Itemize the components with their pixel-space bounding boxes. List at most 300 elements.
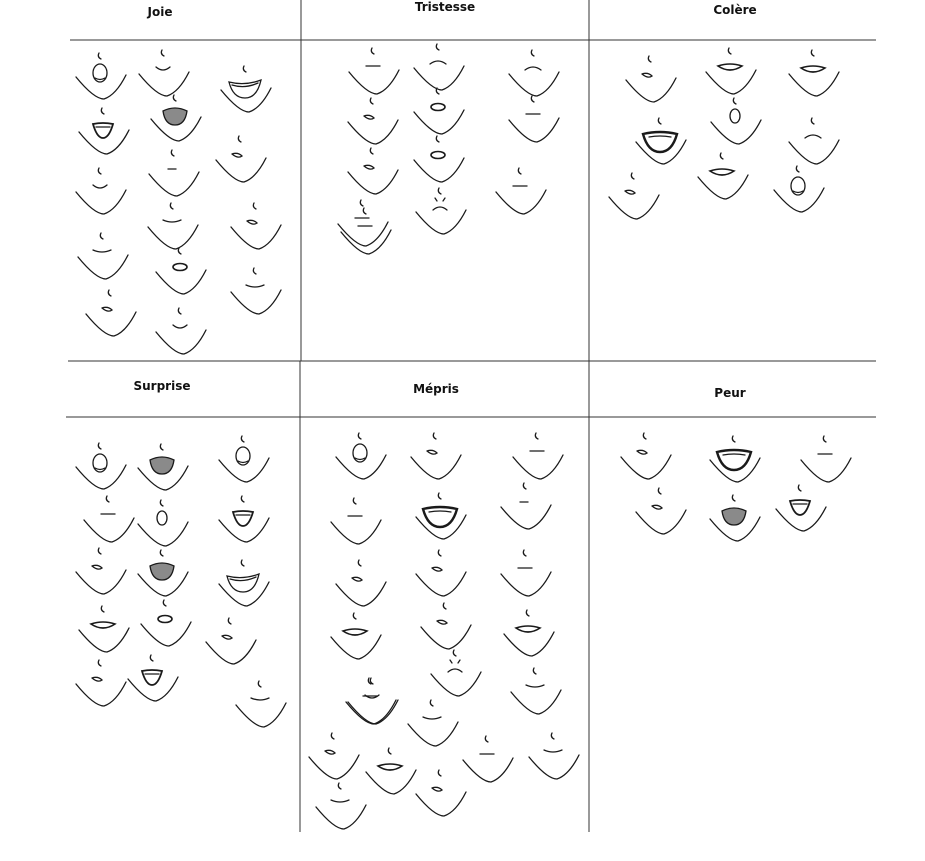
mouth-tongue bbox=[793, 191, 803, 193]
mouth-frown bbox=[433, 207, 447, 210]
mouth-open-shaded bbox=[150, 563, 174, 580]
nose-stroke bbox=[241, 496, 244, 502]
mouth-smile bbox=[93, 185, 107, 188]
face-sketch-peur bbox=[776, 485, 826, 531]
face-sketch-tristesse bbox=[414, 44, 464, 90]
nose-stroke bbox=[551, 733, 554, 739]
face-sketch-colere bbox=[774, 166, 824, 212]
mouth-smile bbox=[544, 750, 562, 752]
face-sketch-surprise bbox=[219, 496, 269, 542]
jaw-stroke bbox=[609, 195, 659, 219]
mouth-frown bbox=[430, 61, 446, 64]
nose-stroke bbox=[241, 436, 244, 442]
jaw-stroke bbox=[509, 118, 559, 142]
nose-stroke bbox=[173, 95, 176, 101]
brow-worried bbox=[450, 660, 460, 663]
jaw-stroke bbox=[408, 722, 458, 746]
mouth-side bbox=[437, 620, 447, 624]
face-sketches bbox=[76, 44, 851, 829]
nose-stroke bbox=[436, 44, 439, 50]
jaw-stroke bbox=[231, 290, 281, 314]
face-sketch-mepris bbox=[366, 748, 416, 794]
jaw-stroke bbox=[509, 72, 559, 96]
jaw-stroke bbox=[128, 677, 178, 701]
jaw-stroke bbox=[348, 120, 398, 144]
mouth-small-open bbox=[431, 152, 445, 159]
face-sketch-surprise bbox=[236, 681, 286, 727]
mouth-clenched bbox=[801, 66, 825, 72]
mouth-side bbox=[247, 220, 257, 224]
face-sketch-mepris bbox=[504, 610, 554, 656]
jaw-stroke bbox=[149, 172, 199, 196]
jaw-stroke bbox=[501, 572, 551, 596]
jaw-stroke bbox=[414, 110, 464, 134]
mouth-frown bbox=[448, 669, 462, 672]
nose-stroke bbox=[363, 208, 366, 214]
header-peur: Peur bbox=[714, 386, 746, 400]
jaw-stroke bbox=[501, 505, 551, 529]
face-sketch-mepris bbox=[421, 603, 471, 649]
face-sketch-colere bbox=[711, 98, 761, 144]
jaw-stroke bbox=[411, 455, 461, 479]
face-sketch-joie bbox=[156, 248, 206, 294]
jaw-stroke bbox=[801, 458, 851, 482]
face-sketch-peur bbox=[710, 436, 760, 482]
mouth-tongue bbox=[95, 468, 105, 470]
jaw-stroke bbox=[76, 570, 126, 594]
nose-stroke bbox=[161, 50, 164, 56]
nose-stroke bbox=[453, 650, 456, 656]
nose-stroke bbox=[436, 136, 439, 142]
face-sketch-joie bbox=[86, 290, 136, 336]
mouth-smile bbox=[331, 800, 349, 802]
nose-stroke bbox=[438, 550, 441, 556]
mouth-tongue bbox=[355, 458, 365, 460]
nose-stroke bbox=[338, 783, 341, 789]
nose-stroke bbox=[438, 188, 441, 194]
face-sketch-mepris bbox=[501, 483, 551, 529]
mouth-wide-open bbox=[423, 507, 457, 527]
face-sketch-mepris bbox=[331, 613, 381, 659]
nose-stroke bbox=[98, 168, 101, 174]
face-sketch-tristesse bbox=[414, 88, 464, 134]
mouth-grin bbox=[227, 574, 259, 592]
face-sketch-mepris bbox=[316, 783, 366, 829]
face-sketch-joie bbox=[231, 203, 281, 249]
face-sketch-peur bbox=[636, 488, 686, 534]
mouth-smile bbox=[246, 285, 264, 287]
jaw-stroke bbox=[79, 628, 129, 652]
nose-stroke bbox=[171, 150, 174, 156]
nose-stroke bbox=[163, 600, 166, 606]
jaw-stroke bbox=[79, 130, 129, 154]
face-sketch-tristesse bbox=[348, 148, 398, 194]
mouth-side bbox=[364, 115, 374, 119]
face-sketch-joie bbox=[76, 53, 126, 99]
mouth-open bbox=[93, 123, 113, 138]
mouth-side bbox=[642, 73, 652, 77]
nose-stroke bbox=[798, 485, 801, 491]
jaw-stroke bbox=[414, 66, 464, 90]
header-joie: Joie bbox=[147, 5, 173, 19]
mouth-open-shaded bbox=[150, 457, 174, 474]
nose-stroke bbox=[433, 433, 436, 439]
nose-stroke bbox=[811, 50, 814, 56]
face-sketch-mepris bbox=[511, 668, 561, 714]
jaw-stroke bbox=[431, 672, 481, 696]
nose-stroke bbox=[358, 560, 361, 566]
header-tristesse: Tristesse bbox=[414, 0, 476, 14]
nose-stroke bbox=[388, 748, 391, 754]
jaw-stroke bbox=[504, 632, 554, 656]
face-sketch-tristesse bbox=[348, 98, 398, 144]
jaw-stroke bbox=[346, 700, 396, 724]
face-sketch-surprise bbox=[128, 655, 178, 701]
jaw-stroke bbox=[84, 518, 134, 542]
face-sketch-surprise bbox=[84, 496, 134, 542]
mouth-side bbox=[232, 153, 242, 157]
jaw-stroke bbox=[511, 690, 561, 714]
mouth-smile bbox=[423, 717, 441, 719]
nose-stroke bbox=[98, 548, 101, 554]
face-sketch-surprise bbox=[138, 500, 188, 546]
nose-stroke bbox=[160, 550, 163, 556]
mouth-side bbox=[325, 750, 335, 754]
jaw-stroke bbox=[219, 518, 269, 542]
mouth-wide-open bbox=[717, 450, 751, 470]
face-sketch-surprise bbox=[76, 548, 126, 594]
mouth-teeth bbox=[429, 511, 451, 512]
mouth-side bbox=[92, 677, 102, 681]
face-sketch-mepris bbox=[529, 733, 579, 779]
mouth-clenched bbox=[710, 169, 734, 175]
mouth-clenched bbox=[343, 629, 367, 635]
face-sketch-colere bbox=[789, 118, 839, 164]
nose-stroke bbox=[531, 96, 534, 102]
face-sketch-tristesse bbox=[509, 50, 559, 96]
nose-stroke bbox=[100, 233, 103, 239]
face-sketch-mepris bbox=[336, 433, 386, 479]
nose-stroke bbox=[438, 770, 441, 776]
mouth-side bbox=[364, 165, 374, 169]
face-sketch-colere bbox=[789, 50, 839, 96]
mouth-tongue bbox=[238, 461, 248, 463]
nose-stroke bbox=[238, 136, 241, 142]
header-surprise: Surprise bbox=[133, 379, 191, 393]
nose-stroke bbox=[243, 66, 246, 72]
mouth-smile bbox=[93, 250, 111, 252]
jaw-stroke bbox=[706, 70, 756, 94]
face-sketch-surprise bbox=[138, 444, 188, 490]
nose-stroke bbox=[796, 166, 799, 172]
nose-stroke bbox=[106, 496, 109, 502]
face-sketch-surprise bbox=[79, 606, 129, 652]
jaw-stroke bbox=[76, 682, 126, 706]
face-sketch-tristesse bbox=[349, 48, 399, 94]
nose-stroke bbox=[811, 118, 814, 124]
face-sketch-joie bbox=[139, 50, 189, 96]
nose-stroke bbox=[360, 200, 363, 206]
nose-stroke bbox=[733, 98, 736, 104]
mouth-side bbox=[652, 505, 662, 509]
mouth-smile bbox=[526, 685, 544, 687]
face-sketch-mepris bbox=[416, 550, 466, 596]
face-sketch-joie bbox=[79, 108, 129, 154]
face-sketch-tristesse bbox=[496, 168, 546, 214]
jaw-stroke bbox=[348, 170, 398, 194]
face-sketch-joie bbox=[156, 308, 206, 354]
face-sketch-mepris bbox=[513, 433, 563, 479]
face-sketch-surprise bbox=[141, 600, 191, 646]
mouth-tongue bbox=[95, 78, 105, 80]
nose-stroke bbox=[108, 290, 111, 296]
jaw-stroke bbox=[414, 158, 464, 182]
jaw-stroke bbox=[349, 70, 399, 94]
mouth-clenched bbox=[718, 64, 742, 70]
nose-stroke bbox=[370, 148, 373, 154]
jaw-stroke bbox=[621, 455, 671, 479]
mouth-smile bbox=[251, 698, 269, 700]
mouth-side bbox=[432, 787, 442, 791]
jaw-stroke bbox=[206, 640, 256, 664]
mouth-side bbox=[92, 565, 102, 569]
face-sketch-mepris bbox=[416, 493, 466, 539]
nose-stroke bbox=[150, 655, 153, 661]
nose-stroke bbox=[253, 203, 256, 209]
nose-stroke bbox=[358, 433, 361, 439]
mouth-side bbox=[625, 190, 635, 194]
jaw-stroke bbox=[496, 190, 546, 214]
nose-stroke bbox=[370, 98, 373, 104]
mouth-side bbox=[102, 307, 112, 311]
nose-stroke bbox=[535, 433, 538, 439]
face-sketch-mepris bbox=[331, 498, 381, 544]
mouth-round bbox=[157, 511, 167, 525]
mouth-small-open bbox=[431, 104, 445, 111]
jaw-stroke bbox=[216, 158, 266, 182]
nose-stroke bbox=[98, 443, 101, 449]
jaw-stroke bbox=[789, 140, 839, 164]
jaw-stroke bbox=[331, 635, 381, 659]
jaw-stroke bbox=[78, 255, 128, 279]
jaw-stroke bbox=[76, 190, 126, 214]
face-sketch-joie bbox=[78, 233, 128, 279]
nose-stroke bbox=[170, 203, 173, 209]
jaw-stroke bbox=[626, 78, 676, 102]
jaw-stroke bbox=[421, 625, 471, 649]
nose-stroke bbox=[732, 495, 735, 501]
face-sketch-surprise bbox=[206, 618, 256, 664]
jaw-stroke bbox=[636, 510, 686, 534]
mouth-clenched bbox=[516, 626, 540, 632]
jaw-stroke bbox=[156, 330, 206, 354]
jaw-stroke bbox=[776, 507, 826, 531]
jaw-stroke bbox=[309, 755, 359, 779]
mouth-open bbox=[790, 500, 810, 515]
nose-stroke bbox=[253, 268, 256, 274]
nose-stroke bbox=[430, 700, 433, 706]
jaw-stroke bbox=[156, 270, 206, 294]
jaw-stroke bbox=[416, 792, 466, 816]
face-sketch-mepris bbox=[463, 736, 513, 782]
jaw-stroke bbox=[76, 75, 126, 99]
mouth-side bbox=[427, 450, 437, 454]
face-sketch-mepris bbox=[309, 733, 359, 779]
face-sketch-joie bbox=[216, 136, 266, 182]
nose-stroke bbox=[353, 498, 356, 504]
jaw-stroke bbox=[141, 622, 191, 646]
nose-stroke bbox=[518, 168, 521, 174]
nose-stroke bbox=[98, 660, 101, 666]
nose-stroke bbox=[178, 308, 181, 314]
mouth-smile bbox=[173, 325, 187, 328]
nose-stroke bbox=[631, 173, 634, 179]
jaw-stroke bbox=[331, 520, 381, 544]
mouth-open bbox=[142, 670, 162, 685]
jaw-stroke bbox=[86, 312, 136, 336]
nose-stroke bbox=[101, 108, 104, 114]
header-colere: Colère bbox=[713, 3, 757, 17]
jaw-stroke bbox=[148, 225, 198, 249]
face-sketch-colere bbox=[636, 118, 686, 164]
jaw-stroke bbox=[416, 210, 466, 234]
jaw-stroke bbox=[316, 805, 366, 829]
nose-stroke bbox=[658, 488, 661, 494]
mouth-side bbox=[222, 635, 232, 639]
jaw-stroke bbox=[463, 758, 513, 782]
face-sketch-mepris bbox=[416, 770, 466, 816]
face-sketch-surprise bbox=[76, 443, 126, 489]
nose-stroke bbox=[443, 603, 446, 609]
face-sketch-surprise bbox=[219, 436, 269, 482]
mouth-small-open bbox=[173, 264, 187, 271]
nose-stroke bbox=[98, 53, 101, 59]
nose-stroke bbox=[331, 733, 334, 739]
nose-stroke bbox=[228, 618, 231, 624]
jaw-stroke bbox=[139, 72, 189, 96]
header-mepris: Mépris bbox=[413, 382, 459, 396]
jaw-stroke bbox=[336, 582, 386, 606]
face-sketch-mepris bbox=[408, 700, 458, 746]
jaw-stroke bbox=[76, 465, 126, 489]
mouth-side bbox=[432, 567, 442, 571]
nose-stroke bbox=[533, 668, 536, 674]
mouth-side bbox=[637, 450, 647, 454]
nose-stroke bbox=[643, 433, 646, 439]
nose-stroke bbox=[438, 493, 441, 499]
mouth-teeth bbox=[723, 454, 745, 455]
face-sketch-colere bbox=[706, 48, 756, 94]
mouth-smile bbox=[156, 67, 170, 70]
nose-stroke bbox=[241, 560, 244, 566]
face-sketch-mepris bbox=[336, 560, 386, 606]
mouth-small-open bbox=[158, 616, 172, 623]
jaw-stroke bbox=[341, 230, 391, 254]
mouth-clenched bbox=[91, 622, 115, 628]
nose-stroke bbox=[648, 56, 651, 62]
nose-stroke bbox=[732, 436, 735, 442]
face-sketch-surprise bbox=[138, 550, 188, 596]
mouth-open-shaded bbox=[163, 108, 187, 125]
mouth-frown bbox=[525, 67, 541, 70]
nose-stroke bbox=[523, 550, 526, 556]
mouth-side bbox=[352, 577, 362, 581]
face-sketch-joie bbox=[231, 268, 281, 314]
face-sketch-peur bbox=[801, 436, 851, 482]
mouth-clenched bbox=[378, 764, 402, 770]
mouth-wide-open bbox=[643, 132, 677, 152]
nose-stroke bbox=[370, 678, 373, 684]
nose-stroke bbox=[526, 610, 529, 616]
nose-stroke bbox=[371, 48, 374, 54]
nose-stroke bbox=[160, 444, 163, 450]
jaw-stroke bbox=[219, 458, 269, 482]
face-sketch-mepris bbox=[411, 433, 461, 479]
face-sketch-tristesse bbox=[416, 188, 466, 234]
face-sketch-joie bbox=[148, 203, 198, 249]
face-sketch-joie bbox=[151, 95, 201, 141]
mouth-open bbox=[233, 511, 253, 526]
jaw-stroke bbox=[138, 522, 188, 546]
brow-worried bbox=[435, 198, 445, 201]
face-sketch-surprise bbox=[76, 660, 126, 706]
face-sketch-surprise bbox=[219, 560, 269, 606]
jaw-stroke bbox=[513, 455, 563, 479]
jaw-stroke bbox=[698, 175, 748, 199]
mouth-open-shaded bbox=[722, 508, 746, 525]
mouth-grin bbox=[229, 80, 261, 98]
face-sketch-peur bbox=[621, 433, 671, 479]
nose-stroke bbox=[258, 681, 261, 687]
nose-stroke bbox=[523, 483, 526, 489]
face-sketch-colere bbox=[698, 153, 748, 199]
face-sketch-joie bbox=[149, 150, 199, 196]
jaw-stroke bbox=[236, 703, 286, 727]
nose-stroke bbox=[728, 48, 731, 54]
nose-stroke bbox=[101, 606, 104, 612]
nose-stroke bbox=[353, 613, 356, 619]
jaw-stroke bbox=[416, 572, 466, 596]
mouth-round bbox=[730, 109, 740, 123]
face-sketch-tristesse bbox=[414, 136, 464, 182]
face-sketch-mepris bbox=[348, 678, 398, 724]
jaw-stroke bbox=[221, 88, 271, 112]
nose-stroke bbox=[531, 50, 534, 56]
jaw-stroke bbox=[336, 455, 386, 479]
face-sketch-joie bbox=[76, 168, 126, 214]
nose-stroke bbox=[823, 436, 826, 442]
nose-stroke bbox=[720, 153, 723, 159]
mouth-smile bbox=[163, 220, 181, 222]
jaw-stroke bbox=[529, 755, 579, 779]
nose-stroke bbox=[160, 500, 163, 506]
face-sketch-mepris bbox=[431, 650, 481, 696]
face-sketch-peur bbox=[710, 495, 760, 541]
jaw-stroke bbox=[231, 225, 281, 249]
face-sketch-tristesse bbox=[509, 96, 559, 142]
mouth-teeth bbox=[649, 136, 671, 137]
jaw-stroke bbox=[711, 120, 761, 144]
face-sketch-mepris bbox=[501, 550, 551, 596]
face-sketch-joie bbox=[221, 66, 271, 112]
nose-stroke bbox=[658, 118, 661, 124]
jaw-stroke bbox=[789, 72, 839, 96]
nose-stroke bbox=[178, 248, 181, 254]
mouth-frown bbox=[805, 135, 821, 138]
jaw-stroke bbox=[366, 770, 416, 794]
face-sketch-tristesse bbox=[338, 200, 388, 246]
face-sketch-colere bbox=[609, 173, 659, 219]
